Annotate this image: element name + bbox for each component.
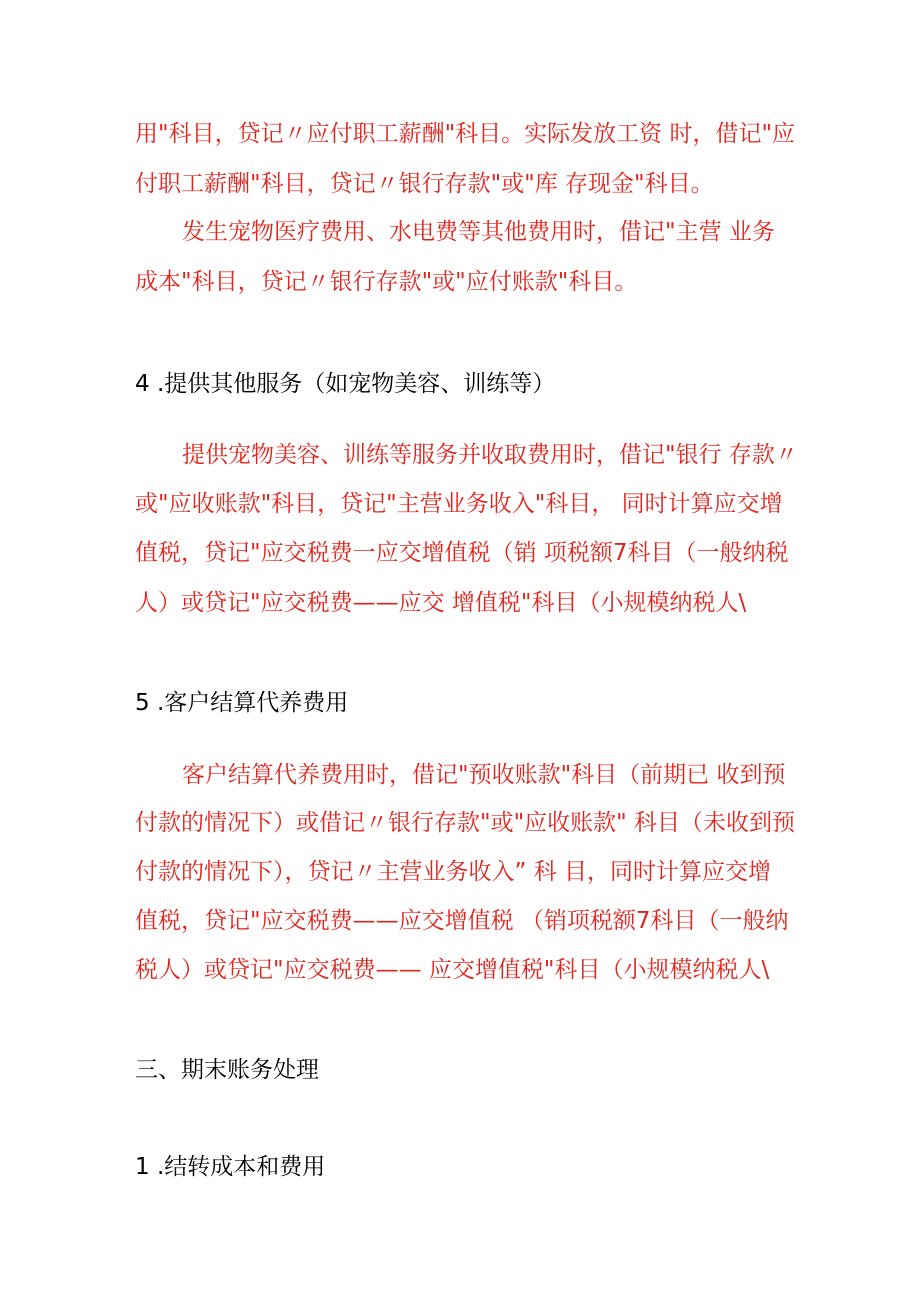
paragraph-line: 值税，贷记"应交税费一应交增值税（销 项税额7科目（一般纳税	[135, 540, 789, 566]
paragraph-line: 提供宠物美容、训练等服务并收取费用时，借记"银行 存款〃	[182, 442, 798, 468]
paragraph-line: 付款的情况下）或借记〃银行存款"或"应收账款" 科目（未收到预	[135, 810, 796, 836]
section-heading: 4 .提供其他服务（如宠物美容、训练等）	[135, 371, 556, 397]
section-heading: 三、期末账务处理	[135, 1057, 319, 1083]
paragraph-line: 值税，贷记"应交税费——应交增值税 （销项税额7科目（一般纳	[135, 908, 789, 934]
paragraph-line: 客户结算代养费用时，借记"预收账款"科目（前期已 收到预	[182, 762, 786, 788]
paragraph-line: 税人）或贷记"应交税费—— 应交增值税"科目（小规模纳税人\	[135, 957, 770, 983]
paragraph-line: 成本"科目，贷记〃银行存款"或"应付账款"科目。	[135, 269, 638, 295]
paragraph-line: 用"科目，贷记〃应付职工薪酬"科目。实际发放工资 时，借记"应	[135, 121, 796, 147]
paragraph-line: 付款的情况下），贷记〃主营业务收入” 科 目，同时计算应交增	[135, 859, 772, 885]
paragraph-line: 人）或贷记"应交税费——应交 增值税"科目（小规模纳税人\	[135, 590, 747, 616]
paragraph-line: 或"应收账款"科目，贷记"主营业务收入"科目， 同时计算应交增	[135, 491, 783, 517]
paragraph-line: 付职工薪酬"科目，贷记〃银行存款"或"库 存现金"科目。	[135, 171, 714, 197]
paragraph-line: 发生宠物医疗费用、水电费等其他费用时，借记"主营 业务	[182, 219, 775, 245]
section-heading: 5 .客户结算代养费用	[135, 690, 349, 716]
section-heading: 1 .结转成本和费用	[135, 1154, 326, 1180]
